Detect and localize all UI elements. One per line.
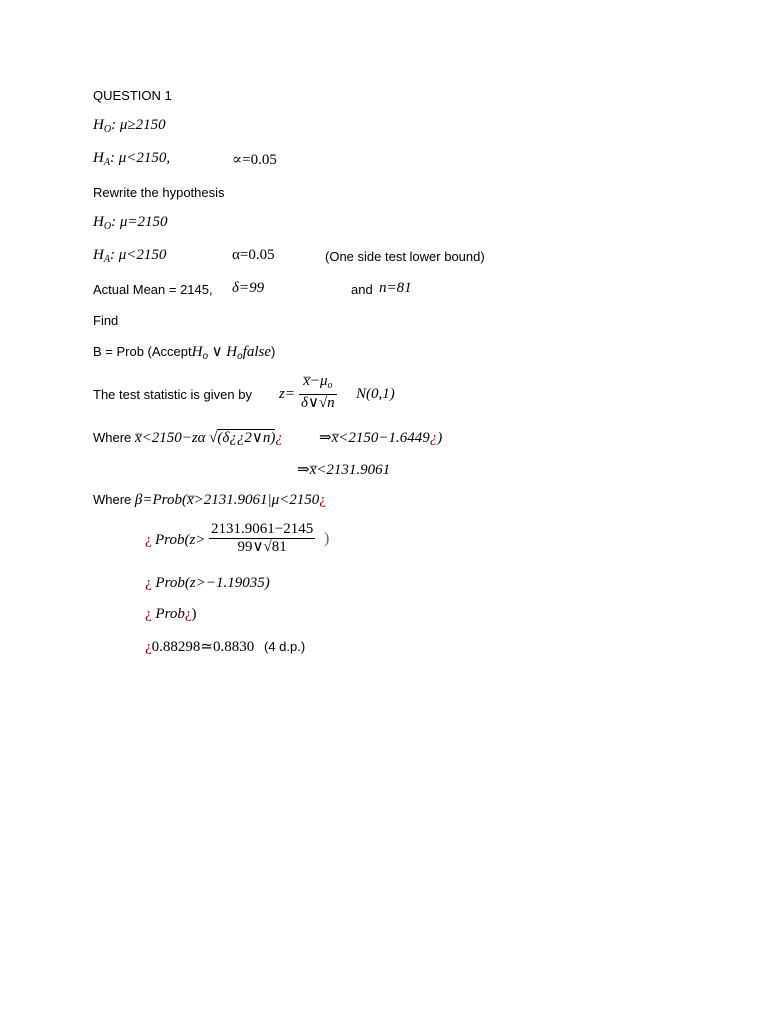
normal-distribution: N(0,1) <box>356 386 395 402</box>
h-symbol: H <box>191 344 203 360</box>
rewrite-text: Rewrite the hypothesis <box>93 185 225 200</box>
inverted-question-mark: ¿ <box>145 606 152 622</box>
alpha-value: ∝=0.05 <box>232 152 277 168</box>
implies-expression: ⇒x̅<2150−1.6449¿) <box>319 430 443 446</box>
h-symbol: H <box>93 117 104 133</box>
alpha-value: α=0.05 <box>232 247 275 263</box>
question-title: QUESTION 1 <box>93 88 172 103</box>
test-note: (One side test lower bound) <box>325 249 485 264</box>
hypothesis-relation: : μ=2150 <box>111 214 168 230</box>
n-value: n=81 <box>379 280 412 296</box>
find-text: Find <box>93 313 119 328</box>
critical-value-line <box>93 428 443 447</box>
prob-expression: Prob(z>−1.19035) <box>155 575 270 591</box>
delta-value: δ=99 <box>232 280 265 296</box>
step-2 <box>145 575 270 592</box>
false-text: false <box>242 344 272 360</box>
null-hypothesis-1 <box>93 117 166 135</box>
fraction-denominator: 99∨√81 <box>237 539 287 555</box>
and-text: and <box>351 282 373 297</box>
null-hypothesis-2 <box>93 214 167 232</box>
test-statistic-label: The test statistic is given by <box>93 387 252 402</box>
alternative-hypothesis-2 <box>93 247 485 265</box>
inverted-question-mark: ¿ <box>184 606 192 622</box>
h-symbol: H <box>93 150 104 166</box>
hypothesis-relation: : μ≥2150 <box>111 117 166 133</box>
inverted-question-mark: ¿ <box>319 492 326 508</box>
alternative-hypothesis-1 <box>93 150 277 168</box>
where-prefix: Where <box>93 492 132 507</box>
beta-prefix: B = Prob (Accept <box>93 344 192 359</box>
beta-expression: β=Prob(x̅>2131.9061|μ<2150 <box>134 492 320 508</box>
beta-definition <box>93 342 275 362</box>
implies-line: ⇒x̅<2131.9061 <box>297 462 391 478</box>
step-4 <box>145 637 305 656</box>
h-symbol: H <box>93 247 104 263</box>
h-subscript: O <box>103 124 112 135</box>
h-subscript: A <box>103 254 110 265</box>
z-numerator: $x̅-\mu_o$ <box>299 374 337 395</box>
hypothesis-relation: : μ<2150 <box>109 247 167 263</box>
or-symbol: ∨ <box>211 344 223 360</box>
root-expression: √(δ¿¿2∨n)¿ <box>209 430 283 446</box>
final-result: 0.88298≃0.8830 <box>151 639 255 655</box>
h-symbol: H <box>226 344 238 360</box>
close-paren: ) <box>191 606 197 622</box>
beta-line <box>93 492 326 509</box>
z-fraction <box>299 374 337 411</box>
precision-note: (4 d.p.) <box>264 639 306 654</box>
z-lhs: z= <box>279 386 295 402</box>
close-paren: ) <box>324 530 330 547</box>
given-values-line <box>93 280 412 297</box>
prob-expression: Prob <box>155 606 185 622</box>
close-paren: ) <box>271 344 276 359</box>
h-subscript: A <box>103 157 110 168</box>
z-value-fraction <box>209 522 315 555</box>
h-subscript: o <box>202 351 209 362</box>
step-3 <box>145 606 197 623</box>
h-subscript: O <box>103 221 112 232</box>
actual-mean-text: Actual Mean = 2145, <box>93 282 213 297</box>
prob-expression: Prob(z> <box>155 532 206 548</box>
where-prefix: Where <box>93 430 132 445</box>
inverted-question-mark: ¿ <box>145 575 152 591</box>
fraction-numerator: 2131.9061−2145 <box>211 521 314 537</box>
critical-expression: x̅<2150−zα <box>134 430 206 446</box>
hypothesis-relation: : μ<2150, <box>109 150 171 166</box>
inverted-question-mark: ¿ <box>145 532 152 548</box>
h-subscript: o <box>237 351 243 362</box>
z-denominator: δ∨√n <box>301 395 335 411</box>
inverted-question-mark: ¿ <box>145 639 152 655</box>
h-symbol: H <box>93 214 104 230</box>
